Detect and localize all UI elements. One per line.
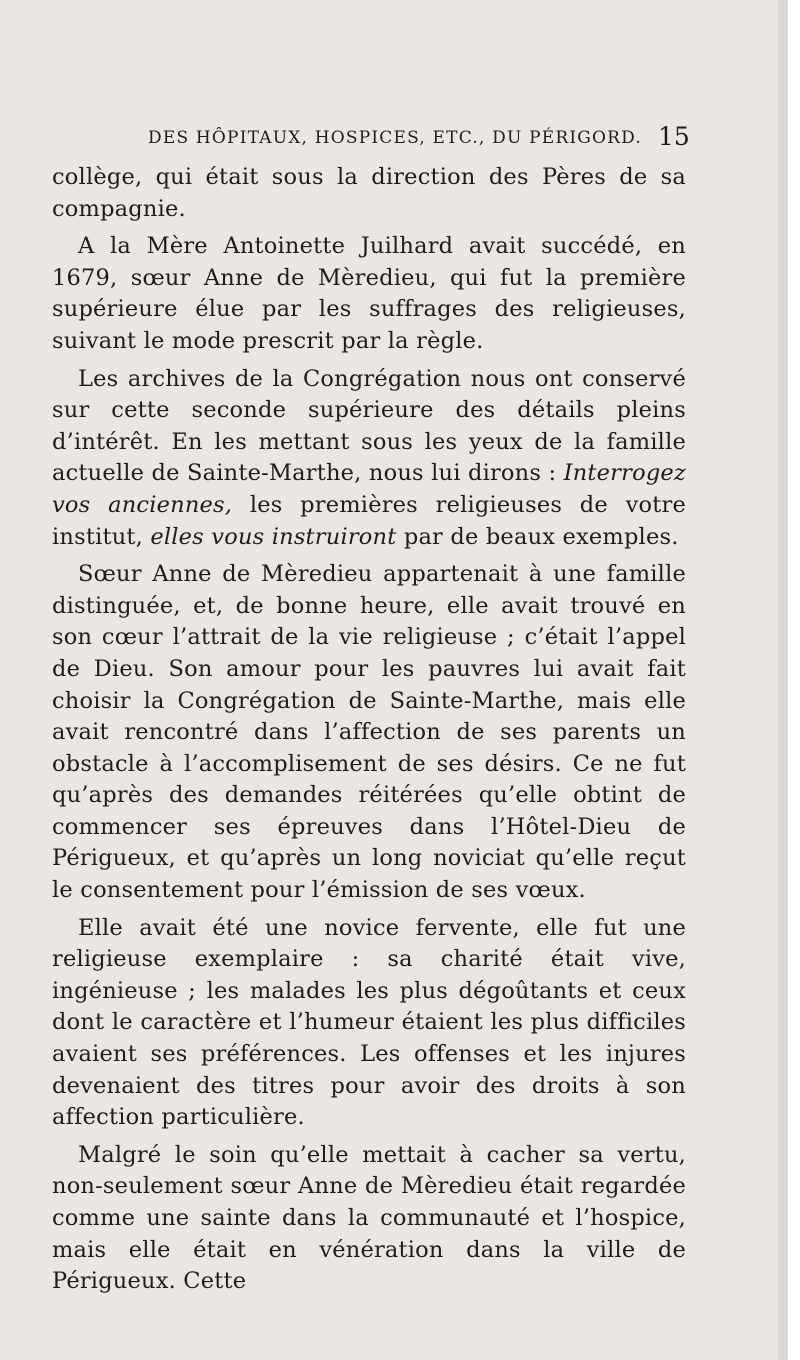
paragraph-3-text-3: par de beaux exemples.	[396, 523, 679, 550]
paragraph-4: Sœur Anne de Mèredieu appartenait à une famille distinguée, et, de bonne heure, elle avait trouvé en son cœur l’attrait de la vie religieuse ; c’était l’appel de Dieu. Son amour pour les pauvres lui avait fait choisir la Congrégation de Sainte-Marthe, mais elle avait rencontré dans l’affection de ses parents un obstacle à l’accomplisement de ses désirs. Ce ne fut qu’après des demandes réitérées qu’elle obtint de commencer ses épreuves dans l’Hôtel-Dieu de Périgueux, et qu’après un long noviciat qu’elle reçut le consentement pour l’émission de ses vœux.	[52, 561, 686, 904]
paragraph-5: Elle avait été une novice fervente, elle fut une religieuse exemplaire : sa charité était vive, ingénieuse ; les malades les plus dégoûtants et ceux dont le caractère et l’humeur étaient les plus difficiles avaient ses préférences. Les offenses et les injures devenaient des titres pour avoir des droits à son affection particulière.	[52, 914, 686, 1131]
running-header: DES HÔPITAUX, HOSPICES, ETC., DU PÉRIGORD.	[148, 128, 642, 148]
body-text	[52, 162, 686, 1298]
paragraph-6: Malgré le soin qu’elle mettait à cacher sa vertu, non-seulement sœur Anne de Mèredieu était regardée comme une sainte dans la communauté et l’hospice, mais elle était en vénération dans la ville de Périgueux. Cette	[52, 1141, 686, 1295]
paragraph-3	[52, 364, 686, 554]
paragraph-3-italic-2: elles vous instruiront	[150, 523, 397, 550]
paragraph-1: collège, qui était sous la direction des Pères de sa compagnie.	[52, 164, 686, 222]
paragraph-3-text-1: Les archives de la Congrégation nous ont conservé sur cette seconde supérieure des détails pleins d’intérêt. En les mettant sous les yeux de la famille actuelle de Sainte-Marthe, nous lui dirons :	[52, 365, 686, 487]
page-number: 15	[658, 122, 690, 151]
page-edge	[778, 0, 788, 1360]
paragraph-3-text-2: les premières religieuses de votre institut,	[52, 491, 686, 550]
paragraph-2: A la Mère Antoinette Juilhard avait succédé, en 1679, sœur Anne de Mèredieu, qui fut la première supérieure élue par les suffrages des religieuses, suivant le mode prescrit par la règle.	[52, 233, 686, 354]
paragraph-3-italic-1: Interrogez vos anciennes,	[52, 460, 686, 518]
